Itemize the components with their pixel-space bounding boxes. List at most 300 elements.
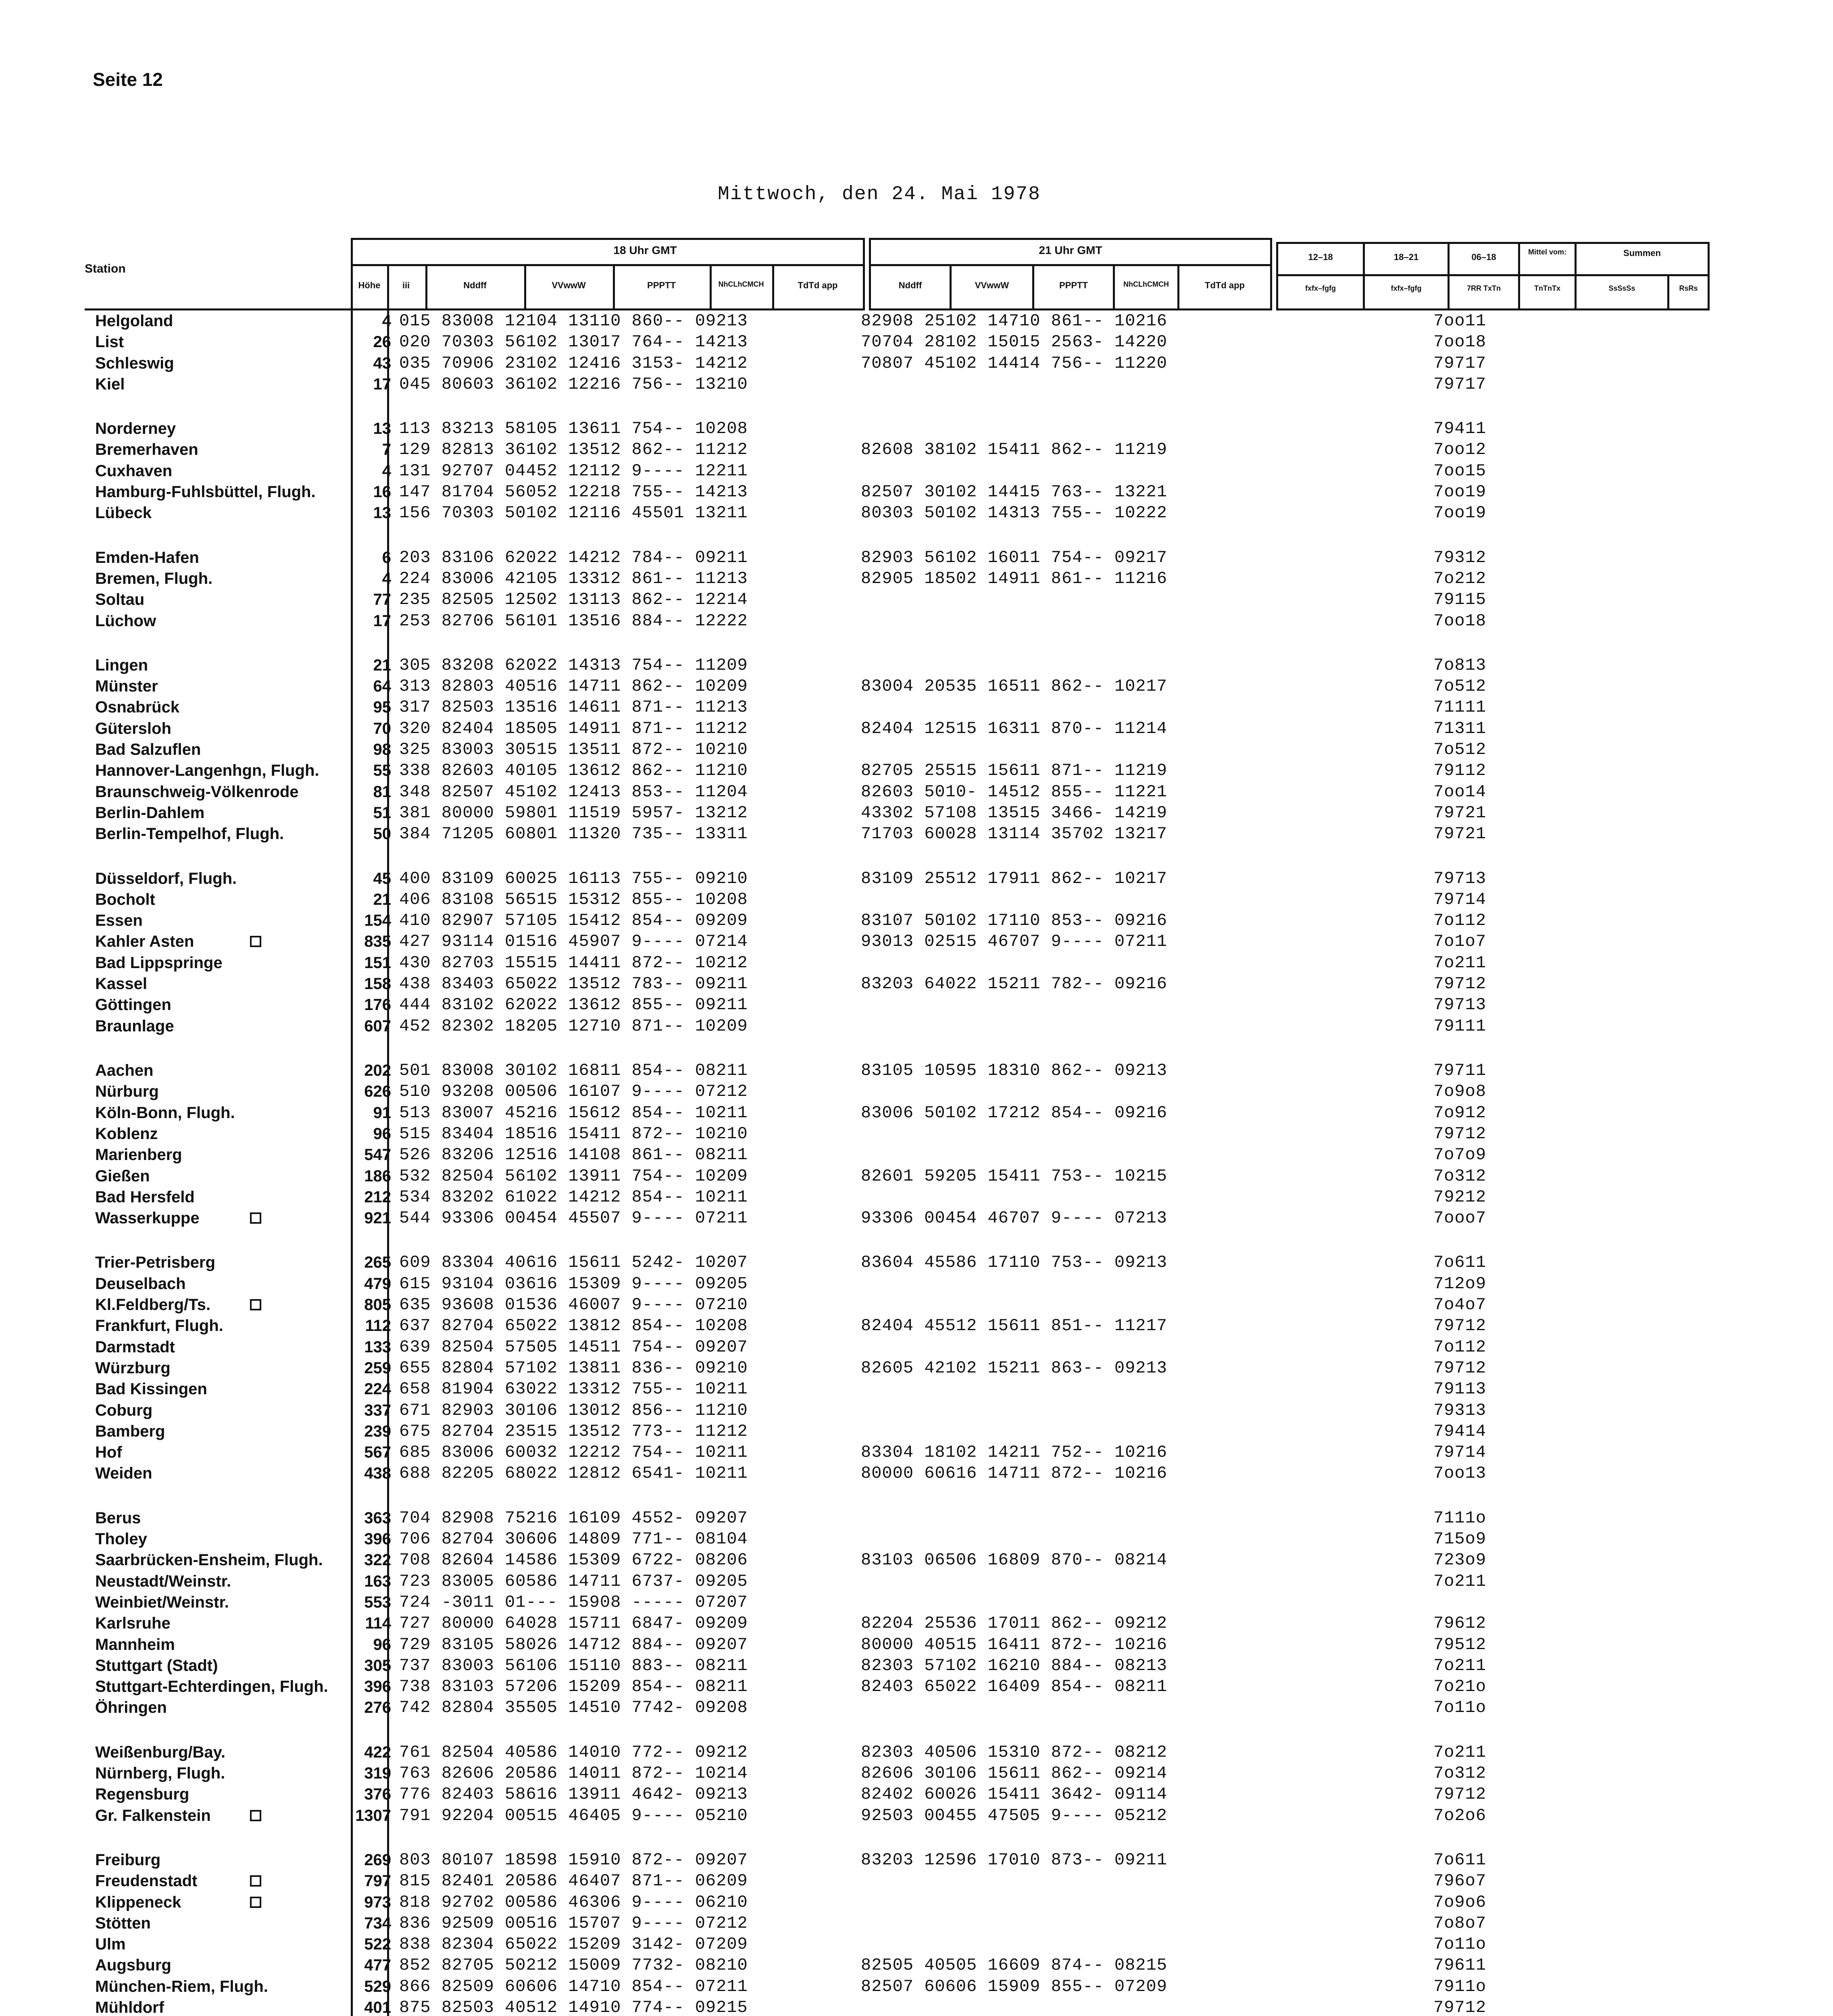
table-row (0, 353, 1833, 374)
header-18-gmt: 18 Uhr GMT (613, 244, 677, 256)
station-name: Bad Lippspringe (95, 954, 223, 972)
obs-mittel: 7911o (1433, 1977, 1487, 1996)
station-name: Bremerhaven (95, 441, 198, 458)
obs-21-gmt: 82608 38102 15411 862-- 11219 (861, 440, 1167, 459)
header-12-18: 12–18 (1308, 252, 1333, 262)
obs-mittel: 79714 (1433, 890, 1487, 909)
header-18-nddff: Nddff (463, 280, 487, 290)
header-rsrs: RsRs (1679, 284, 1698, 292)
station-height: 154 (364, 912, 391, 929)
obs-21-gmt: 82403 65022 16409 854-- 08211 (861, 1677, 1167, 1696)
obs-mittel: 79512 (1433, 1635, 1487, 1654)
station-name: Hannover-Langenhgn, Flugh. (95, 762, 319, 779)
table-row (0, 1549, 1833, 1570)
obs-mittel: 7o1o7 (1433, 932, 1487, 951)
obs-mittel: 79115 (1433, 590, 1487, 609)
open-square-icon (250, 1299, 261, 1310)
station-name: Düsseldorf, Flugh. (95, 870, 237, 887)
station-name: Aachen (95, 1062, 154, 1079)
table-row (0, 718, 1833, 739)
table-row (0, 1892, 1833, 1913)
station-height: 438 (364, 1464, 391, 1482)
station-height: 396 (364, 1530, 391, 1548)
obs-21-gmt: 82507 60606 15909 855-- 07209 (861, 1977, 1167, 1996)
obs-mittel: 79714 (1433, 1443, 1487, 1462)
obs-18-gmt: 381 80000 59801 11519 5957- 13212 (399, 803, 748, 823)
obs-21-gmt: 83604 45586 17110 753-- 09213 (861, 1253, 1167, 1272)
station-name: Koblenz (95, 1125, 158, 1143)
table-row (0, 1676, 1833, 1697)
station-height: 16 (373, 483, 391, 501)
station-height: 522 (364, 1935, 391, 1953)
obs-21-gmt: 83203 12596 17010 873-- 09211 (861, 1850, 1167, 1870)
obs-18-gmt: 609 83304 40616 15611 5242- 10207 (399, 1253, 748, 1272)
station-height: 547 (364, 1146, 391, 1164)
obs-18-gmt: 156 70303 50102 12116 45501 13211 (399, 503, 748, 523)
obs-18-gmt: 704 82908 75216 16109 4552- 09207 (399, 1508, 748, 1528)
obs-mittel: 7o312 (1433, 1764, 1487, 1783)
station-height: 376 (364, 1785, 391, 1803)
table-row (0, 1421, 1833, 1442)
station-height: 797 (364, 1872, 391, 1890)
obs-18-gmt: 438 83403 65022 13512 783-- 09211 (399, 974, 748, 993)
obs-18-gmt: 727 80000 64028 15711 6847- 09209 (399, 1614, 748, 1633)
obs-18-gmt: 658 81904 63022 13312 755-- 10211 (399, 1379, 748, 1399)
station-height: 269 (364, 1851, 391, 1869)
table-row (0, 1934, 1833, 1955)
station-height: 98 (373, 741, 391, 758)
obs-mittel: 7o4o7 (1433, 1295, 1487, 1314)
station-name: Berlin-Tempelhof, Flugh. (95, 825, 284, 843)
open-square-icon (250, 1212, 261, 1224)
station-height: 567 (364, 1443, 391, 1461)
obs-18-gmt: 015 83008 12104 13110 860-- 09213 (399, 311, 748, 331)
obs-18-gmt: 724 -3011 01--- 15908 ----- 07207 (399, 1593, 748, 1612)
station-name: Lüchow (95, 612, 156, 630)
table-row (0, 1508, 1833, 1529)
header-tntntx: TnTnTx (1534, 284, 1560, 292)
station-name: Hamburg-Fuhlsbüttel, Flugh. (95, 483, 316, 501)
table-row (0, 1166, 1833, 1187)
table-row (0, 1805, 1833, 1826)
table-row (0, 760, 1833, 781)
table-row (0, 1592, 1833, 1613)
station-name: List (95, 333, 124, 351)
station-name: Emden-Hafen (95, 549, 199, 566)
station-name: Freiburg (95, 1851, 161, 1869)
obs-21-gmt: 93306 00454 46707 9---- 07213 (861, 1208, 1167, 1228)
obs-mittel: 7o21o (1433, 1677, 1487, 1696)
station-height: 477 (364, 1956, 391, 1974)
header-18-tdtd: TdTd app (798, 280, 838, 290)
header-06-18: 06–18 (1471, 252, 1496, 262)
station-name: Bremen, Flugh. (95, 570, 213, 587)
obs-mittel: 71111 (1433, 698, 1487, 717)
station-name: Bad Hersfeld (95, 1188, 195, 1206)
station-height: 81 (373, 783, 391, 801)
table-row (0, 331, 1833, 352)
station-name: Neustadt/Weinstr. (95, 1572, 231, 1590)
obs-mittel: 7o211 (1433, 1572, 1487, 1591)
obs-mittel: 7oo13 (1433, 1464, 1487, 1483)
obs-18-gmt: 534 83202 61022 14212 854-- 10211 (399, 1187, 748, 1207)
station-height: 114 (365, 1614, 391, 1632)
obs-mittel: 7o211 (1433, 953, 1487, 973)
station-height: 13 (373, 420, 391, 437)
table-row (0, 1187, 1833, 1208)
station-name: Berus (95, 1509, 141, 1527)
station-height: 479 (364, 1275, 391, 1293)
station-height: 43 (373, 354, 391, 372)
obs-21-gmt: 83004 20535 16511 862-- 10217 (861, 677, 1167, 696)
obs-21-gmt: 70704 28102 15015 2563- 14220 (861, 332, 1167, 352)
table-row (0, 610, 1833, 631)
obs-mittel: 712o9 (1433, 1274, 1487, 1293)
station-name: Braunlage (95, 1017, 174, 1035)
table-row (0, 1955, 1833, 1976)
obs-mittel: 79312 (1433, 548, 1487, 567)
obs-18-gmt: 671 82903 30106 13012 856-- 11210 (399, 1401, 748, 1420)
station-name: Kl.Feldberg/Ts. (95, 1296, 210, 1314)
table-row (0, 1634, 1833, 1655)
obs-21-gmt: 80000 60616 14711 872-- 10216 (861, 1464, 1167, 1483)
obs-mittel: 79713 (1433, 869, 1487, 888)
station-height: 13 (373, 504, 391, 522)
station-name: Bad Kissingen (95, 1380, 207, 1398)
table-row (0, 481, 1833, 502)
table-row (0, 1463, 1833, 1484)
table-row (0, 1102, 1833, 1123)
obs-mittel: 79411 (1433, 419, 1487, 438)
station-name: Lingen (95, 656, 148, 674)
table-row (0, 952, 1833, 973)
obs-21-gmt: 82303 57102 16210 884-- 08213 (861, 1656, 1167, 1675)
obs-18-gmt: 838 82304 65022 15209 3142- 07209 (399, 1935, 748, 1954)
obs-18-gmt: 235 82505 12502 13113 862-- 12214 (399, 590, 748, 609)
obs-mittel: 7oo15 (1433, 461, 1487, 481)
obs-mittel: 79712 (1433, 1358, 1487, 1378)
obs-18-gmt: 020 70303 56102 13017 764-- 14213 (399, 332, 748, 352)
station-height: 17 (373, 375, 391, 393)
obs-18-gmt: 513 83007 45216 15612 854-- 10211 (399, 1103, 748, 1123)
obs-mittel: 79712 (1433, 1316, 1487, 1335)
station-height: 305 (364, 1657, 391, 1674)
obs-18-gmt: 815 82401 20586 46407 871-- 06209 (399, 1871, 748, 1891)
header-21-tdtd: TdTd app (1205, 280, 1245, 290)
station-height: 921 (364, 1209, 391, 1227)
obs-mittel: 79712 (1433, 1124, 1487, 1143)
open-square-icon (250, 1810, 261, 1821)
obs-18-gmt: 738 83103 57206 15209 854-- 08211 (399, 1677, 748, 1696)
header-18-vvwww: VVwwW (552, 280, 586, 290)
table-row (0, 1613, 1833, 1634)
station-height: 529 (364, 1978, 391, 1995)
obs-18-gmt: 427 93114 01516 45907 9---- 07214 (399, 932, 748, 951)
obs-21-gmt: 43302 57108 13515 3466- 14219 (861, 803, 1167, 823)
table-row (0, 889, 1833, 910)
obs-18-gmt: 532 82504 56102 13911 754-- 10209 (399, 1166, 748, 1186)
table-row (0, 1123, 1833, 1144)
header-summen: Summen (1623, 248, 1661, 258)
obs-21-gmt: 82601 59205 15411 753-- 10215 (861, 1166, 1167, 1186)
obs-18-gmt: 035 70906 23102 12416 3153- 14212 (399, 354, 748, 373)
station-name: Karlsruhe (95, 1614, 171, 1632)
station-height: 112 (365, 1317, 391, 1335)
station-height: 7 (382, 441, 391, 458)
obs-18-gmt: 113 83213 58105 13611 754-- 10208 (399, 419, 748, 438)
table-row (0, 502, 1833, 523)
table-row (0, 1400, 1833, 1421)
open-square-icon (250, 1875, 261, 1887)
obs-18-gmt: 338 82603 40105 13612 862-- 11210 (399, 761, 748, 780)
station-height: 322 (364, 1551, 391, 1569)
station-name: Braunschweig-Völkenrode (95, 783, 299, 801)
station-name: Bamberg (95, 1422, 165, 1440)
header-fxfx-2: fxfx–fgfg (1391, 284, 1422, 292)
header-fxfx-1: fxfx–fgfg (1305, 284, 1336, 292)
station-name: Gütersloh (95, 720, 171, 737)
station-name: Marienberg (95, 1146, 182, 1164)
header-ssss: SsSsSs (1608, 284, 1635, 292)
table-row (0, 1976, 1833, 1997)
table-row (0, 1358, 1833, 1379)
obs-mittel: 7ooo7 (1433, 1208, 1487, 1228)
obs-18-gmt: 615 93104 03616 15309 9---- 09205 (399, 1274, 748, 1293)
obs-18-gmt: 761 82504 40586 14010 772-- 09212 (399, 1743, 748, 1762)
obs-mittel: 7o611 (1433, 1850, 1487, 1870)
obs-mittel: 79111 (1433, 1016, 1487, 1036)
obs-mittel: 79712 (1433, 1785, 1487, 1804)
obs-21-gmt: 83109 25512 17911 862-- 10217 (861, 869, 1167, 888)
obs-mittel: 7oo18 (1433, 611, 1487, 631)
obs-21-gmt: 82507 30102 14415 763-- 13221 (861, 482, 1167, 502)
obs-mittel: 7oo19 (1433, 482, 1487, 502)
station-height: 55 (373, 762, 391, 779)
table-row (0, 781, 1833, 802)
station-name: Gießen (95, 1167, 150, 1185)
obs-21-gmt: 82705 25515 15611 871-- 11219 (861, 761, 1167, 780)
obs-21-gmt: 82605 42102 15211 863-- 09213 (861, 1358, 1167, 1378)
obs-18-gmt: 635 93608 01536 46007 9---- 07210 (399, 1295, 748, 1314)
obs-mittel: 7oo18 (1433, 332, 1487, 352)
station-height: 17 (373, 612, 391, 630)
obs-mittel: 79717 (1433, 375, 1487, 394)
table-row (0, 1442, 1833, 1463)
obs-18-gmt: 444 83102 62022 13612 855-- 09211 (399, 995, 748, 1014)
obs-21-gmt: 83105 10595 18310 862-- 09213 (861, 1061, 1167, 1080)
table-row (0, 1870, 1833, 1891)
table-row (0, 1742, 1833, 1763)
obs-18-gmt: 818 92702 00586 46306 9---- 06210 (399, 1893, 748, 1912)
obs-mittel: 79721 (1433, 803, 1487, 823)
station-name: Stuttgart (Stadt) (95, 1657, 218, 1674)
obs-mittel: 723o9 (1433, 1550, 1487, 1570)
table-row (0, 418, 1833, 439)
station-height: 45 (373, 870, 391, 887)
station-name: Kassel (95, 975, 147, 993)
station-height: 91 (373, 1104, 391, 1122)
page-label: Seite 12 (93, 69, 163, 90)
obs-18-gmt: 313 82803 40516 14711 862-- 10209 (399, 677, 748, 696)
header-iii: iii (402, 280, 410, 290)
obs-mittel: 7o9o6 (1433, 1893, 1487, 1912)
table-row (0, 1571, 1833, 1592)
station-name: Osnabrück (95, 698, 179, 716)
obs-mittel: 7o112 (1433, 911, 1487, 930)
station-name: Mannheim (95, 1636, 175, 1654)
obs-18-gmt: 688 82205 68022 12812 6541- 10211 (399, 1464, 748, 1483)
obs-mittel: 79711 (1433, 1061, 1487, 1080)
station-name: Kahler Asten (95, 933, 194, 950)
obs-mittel: 79721 (1433, 824, 1487, 843)
station-name: Berlin-Dahlem (95, 804, 205, 822)
obs-mittel: 79313 (1433, 1401, 1487, 1420)
table-row (0, 1697, 1833, 1718)
station-height: 133 (364, 1338, 391, 1356)
table-row (0, 994, 1833, 1015)
obs-21-gmt: 82603 5010- 14512 855-- 11221 (861, 782, 1167, 802)
table-row (0, 676, 1833, 697)
table-row (0, 1337, 1833, 1358)
station-height: 64 (373, 677, 391, 695)
obs-21-gmt: 82908 25102 14710 861-- 10216 (861, 311, 1167, 331)
station-height: 70 (373, 720, 391, 737)
table-row (0, 460, 1833, 481)
obs-18-gmt: 510 93208 00506 16107 9---- 07212 (399, 1082, 748, 1101)
obs-18-gmt: 348 82507 45102 12413 853-- 11204 (399, 782, 748, 802)
obs-mittel: 796o7 (1433, 1871, 1487, 1891)
station-height: 96 (373, 1125, 391, 1143)
obs-mittel: 7o312 (1433, 1166, 1487, 1186)
station-height: 163 (364, 1572, 391, 1590)
station-name: Deuselbach (95, 1275, 186, 1293)
station-name: Göttingen (95, 996, 171, 1014)
station-name: Münster (95, 677, 158, 695)
obs-mittel: 7oo14 (1433, 782, 1487, 802)
obs-21-gmt: 82402 60026 15411 3642- 09114 (861, 1785, 1167, 1804)
station-name: Ulm (95, 1935, 126, 1953)
obs-18-gmt: 763 82606 20586 14011 872-- 10214 (399, 1764, 748, 1783)
station-name: Cuxhaven (95, 462, 173, 480)
obs-21-gmt: 83304 18102 14211 752-- 10216 (861, 1443, 1167, 1462)
station-name: Trier-Petrisberg (95, 1254, 215, 1271)
station-height: 151 (364, 954, 391, 972)
station-height: 259 (364, 1359, 391, 1377)
station-height: 50 (373, 825, 391, 843)
obs-mittel: 79717 (1433, 354, 1487, 373)
station-name: Lübeck (95, 504, 152, 522)
station-name: Darmstadt (95, 1338, 175, 1356)
obs-18-gmt: 685 83006 60032 12212 754-- 10211 (399, 1443, 748, 1462)
date-line: Mittwoch, den 24. Mai 1978 (718, 183, 1041, 205)
station-height: 835 (364, 933, 391, 950)
obs-mittel: 7o611 (1433, 1253, 1487, 1272)
obs-21-gmt: 93013 02515 46707 9---- 07211 (861, 932, 1167, 951)
table-row (0, 1273, 1833, 1294)
obs-mittel: 79712 (1433, 1998, 1487, 2016)
station-name: Gr. Falkenstein (95, 1807, 211, 1824)
table-row (0, 1208, 1833, 1229)
table-row (0, 1763, 1833, 1784)
obs-21-gmt: 82404 45512 15611 851-- 11217 (861, 1316, 1167, 1335)
station-height: 734 (364, 1914, 391, 1932)
table-row (0, 547, 1833, 568)
obs-mittel: 71311 (1433, 719, 1487, 738)
station-name: Tholey (95, 1530, 147, 1548)
obs-mittel: 79713 (1433, 995, 1487, 1014)
obs-21-gmt: 83203 64022 15211 782-- 09216 (861, 974, 1167, 993)
table-row (0, 1294, 1833, 1315)
header-21-vvwww: VVwwW (975, 280, 1009, 290)
obs-18-gmt: 737 83003 56106 15110 883-- 08211 (399, 1656, 748, 1675)
obs-mittel: 7oo19 (1433, 503, 1487, 523)
obs-21-gmt: 80303 50102 14313 755-- 10222 (861, 503, 1167, 523)
obs-18-gmt: 129 82813 36102 13512 862-- 11212 (399, 440, 748, 459)
station-name: Stötten (95, 1914, 151, 1932)
table-row (0, 439, 1833, 460)
station-name: Augsburg (95, 1956, 171, 1974)
table-row (0, 1315, 1833, 1336)
station-height: 77 (373, 591, 391, 608)
obs-18-gmt: 723 83005 60586 14711 6737- 09205 (399, 1572, 748, 1591)
station-height: 607 (364, 1017, 391, 1035)
obs-mittel: 7o211 (1433, 1743, 1487, 1762)
obs-18-gmt: 803 80107 18598 15910 872-- 09207 (399, 1850, 748, 1870)
obs-mittel: 7o11o (1433, 1935, 1487, 1954)
obs-18-gmt: 452 82302 18205 12710 871-- 10209 (399, 1016, 748, 1036)
obs-18-gmt: 317 82503 13516 14611 871-- 11213 (399, 698, 748, 717)
table-row (0, 697, 1833, 718)
obs-18-gmt: 706 82704 30606 14809 771-- 08104 (399, 1529, 748, 1549)
obs-18-gmt: 852 82705 50212 15009 7732- 08210 (399, 1956, 748, 1975)
obs-18-gmt: 203 83106 62022 14212 784-- 09211 (399, 548, 748, 567)
obs-21-gmt: 82303 40506 15310 872-- 08212 (861, 1743, 1167, 1762)
header-21-gmt: 21 Uhr GMT (1039, 244, 1102, 256)
station-height: 21 (373, 656, 391, 674)
table-row (0, 1913, 1833, 1934)
obs-mittel: 79611 (1433, 1956, 1487, 1975)
table-row (0, 1252, 1833, 1273)
obs-mittel: 7o512 (1433, 677, 1487, 696)
table-row (0, 1529, 1833, 1549)
station-name: Kiel (95, 375, 125, 393)
station-height: 224 (364, 1380, 391, 1398)
table-row (0, 1144, 1833, 1165)
obs-21-gmt: 82903 56102 16011 754-- 09217 (861, 548, 1167, 567)
header-21-ppptt: PPPTT (1059, 280, 1088, 290)
obs-18-gmt: 045 80603 36102 12216 756-- 13210 (399, 375, 748, 394)
obs-18-gmt: 147 81704 56052 12218 755-- 14213 (399, 482, 748, 502)
station-height: 95 (373, 698, 391, 716)
station-name: Klippeneck (95, 1893, 181, 1911)
table-row (0, 1655, 1833, 1676)
table-row (0, 1379, 1833, 1400)
station-height: 4 (382, 312, 391, 330)
table-row (0, 374, 1833, 395)
obs-21-gmt: 82606 30106 15611 862-- 09214 (861, 1764, 1167, 1783)
obs-18-gmt: 526 83206 12516 14108 861-- 08211 (399, 1145, 748, 1164)
station-name: Bocholt (95, 891, 155, 908)
obs-18-gmt: 776 82403 58616 13911 4642- 09213 (399, 1785, 748, 1804)
table-row (0, 1016, 1833, 1037)
obs-21-gmt: 83103 06506 16809 870-- 08214 (861, 1550, 1167, 1570)
obs-21-gmt: 82505 40505 16609 874-- 08215 (861, 1956, 1167, 1975)
header-18-clouds: NhCLhCMCH (718, 280, 764, 288)
station-height: 6 (382, 549, 391, 566)
obs-21-gmt: 83006 50102 17212 854-- 09216 (861, 1103, 1167, 1123)
station-height: 4 (382, 570, 391, 587)
station-name: Weinbiet/Weinstr. (95, 1593, 229, 1611)
